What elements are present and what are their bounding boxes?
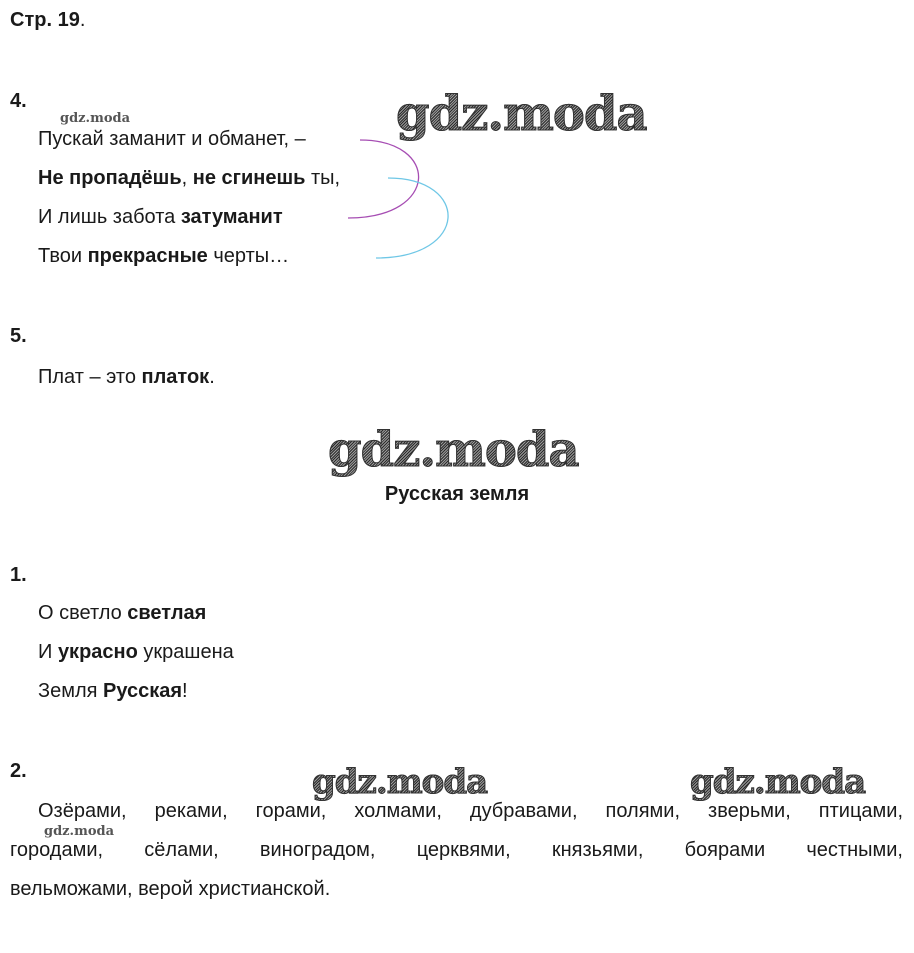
text-segment: О светло [38, 602, 128, 624]
bold-word: платок [141, 366, 210, 388]
text-segment: Твои [38, 245, 88, 267]
text-segment: черты… [207, 245, 290, 267]
bold-word: Русская [103, 680, 183, 702]
task-1-line-1 [38, 601, 206, 625]
task-2-line-2: городами, сёлами, виноградом, церквями, князьями, боярами честными, [10, 839, 903, 861]
task-4-number: 4. [10, 90, 27, 112]
bold-word: не сгинешь [192, 167, 306, 189]
watermark-large-3: gdz.moda [312, 762, 488, 802]
text-segment: , [181, 167, 193, 189]
text-segment: ты, [305, 167, 341, 189]
watermark-large-2: gdz.moda [328, 422, 579, 478]
watermark-large-4: gdz.moda [690, 762, 866, 802]
task-2-line-3: вельможами, верой христианской. [10, 878, 331, 900]
text-segment: Земля [38, 680, 104, 702]
rhyme-arc-blue [376, 178, 448, 258]
text-segment: И лишь забота [38, 206, 181, 228]
task-4-line-4 [38, 244, 289, 268]
bold-word: украсно [57, 641, 138, 663]
bold-word: Не пропадёшь [38, 167, 182, 189]
text-segment: украшена [137, 641, 234, 663]
task-1-number: 1. [10, 564, 27, 586]
task-5-line [38, 365, 215, 389]
watermark-small-2: gdz.moda [44, 824, 115, 839]
page-header [10, 9, 85, 32]
text-segment: И [38, 641, 58, 663]
task-5-number: 5. [10, 325, 27, 347]
text-segment: ! [182, 680, 188, 702]
text-segment: Плат – это [38, 366, 142, 388]
task-1-line-2 [38, 640, 234, 664]
page-number-dot: . [79, 9, 86, 31]
watermark-large-1: gdz.moda [396, 86, 647, 142]
task-4-line-1 [38, 127, 306, 151]
bold-word: затуманит [180, 206, 283, 228]
text-segment: Пускай заманит и обманет, – [38, 128, 306, 150]
section-title: Русская земля [384, 483, 530, 505]
task-1-line-3 [38, 679, 188, 703]
task-2-line-1: Озёрами, реками, горами, холмами, дубравами, полями, зверьми, птицами, [38, 800, 903, 822]
task-4-line-2 [38, 166, 340, 190]
rhyme-arc-purple [348, 140, 419, 218]
bold-word: светлая [127, 602, 207, 624]
watermark-small-1: gdz.moda [60, 111, 131, 126]
bold-word: прекрасные [87, 245, 208, 267]
task-4-line-3 [38, 205, 283, 229]
page-number: Стр. 19 [10, 9, 80, 31]
task-2-number: 2. [10, 760, 27, 782]
text-segment: . [209, 366, 215, 388]
